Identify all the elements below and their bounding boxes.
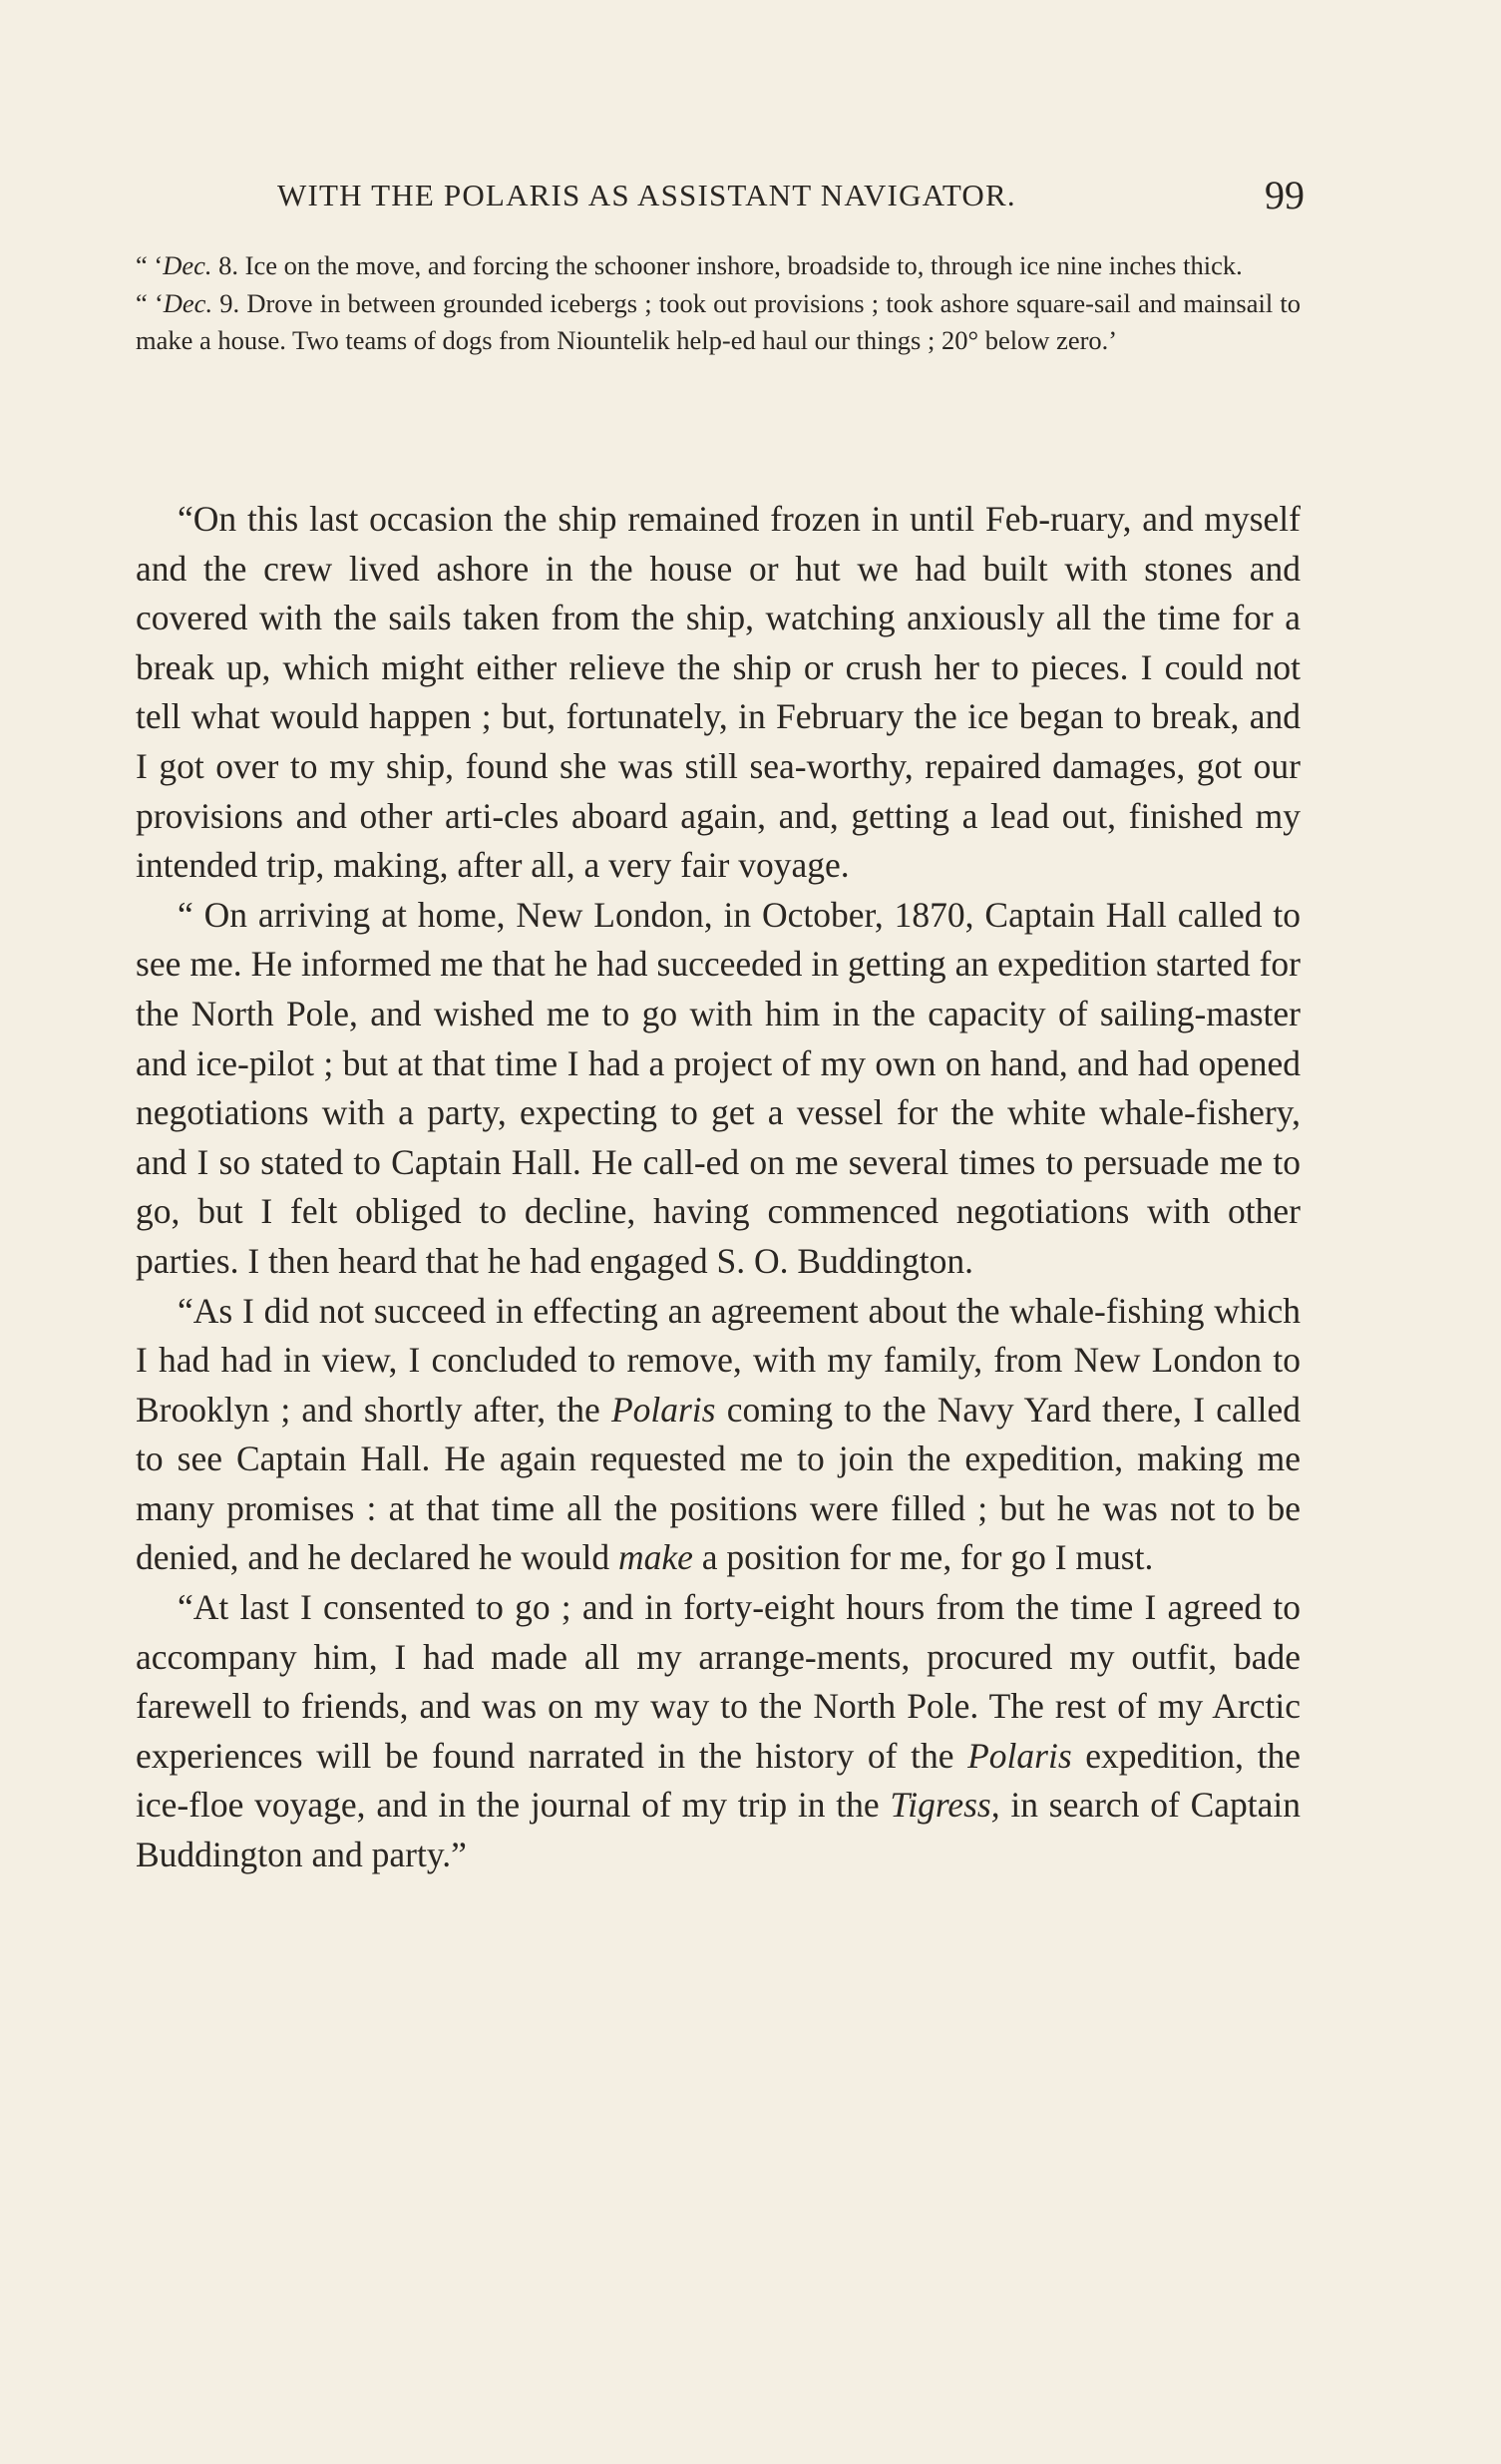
emphasis: make [617, 1537, 693, 1578]
quote-mark: “ ‘ [136, 287, 164, 318]
ship-name: Tigress, [890, 1785, 1000, 1826]
quote-mark: “ ‘ [136, 250, 164, 280]
journal-entry-dec-9 [136, 285, 1301, 360]
paragraph-consented: “At last I consented to go ; and in forty-eight hours from the time I agreed to accompany him, I had made all my arrange-ments, procured my outfit, bade farewell to friends, and was on my way to the North Pole. The rest of my Arctic experiences will be found narrated in the history of the Polaris expedition, the ice-floe voyage, and in the journal of my trip in the Tigress, in search of Captain Buddington and party.” [136, 1587, 1301, 1875]
main-text [136, 495, 1301, 1880]
running-head [277, 172, 1305, 231]
entry-text: 8. Ice on the move, and forcing the schooner inshore, broadside to, through ice nine inches thick. [211, 250, 1243, 280]
paragraph-did-not-succeed: “As I did not succeed in effecting an agreement about the whale-fishing which I had had in view, I concluded to remove, with my family, from New London to Brooklyn ; and shortly after, the Polaris coming to the Navy Yard there, I called to see Captain Hall. He again requested me to join the expedition, making me many promises : at that time all the positions were filled ; but he was not to be denied, and he declared he would make a position for me, for go I must. [136, 1290, 1301, 1578]
paragraph-arriving-home: “ On arriving at home, New London, in October, 1870, Captain Hall called to see me. He informed me that he had succeeded in getting an expedition started for the North Pole, and wished me to go with him in the capacity of sailing-master and ice-pilot ; but at that time I had a project of my own on hand, and had opened negotiations with a party, expecting to get a vessel for the white whale-fishery, and I so stated to Captain Hall. He call-ed on me several times to persuade me to go, but I felt obliged to decline, having commenced negotiations with other parties. I then heard that he had engaged S. O. Buddington. [136, 894, 1301, 1281]
journal-entry-dec-8 [136, 247, 1301, 285]
entry-date: Dec. [163, 250, 212, 280]
ship-name: Polaris [610, 1389, 716, 1430]
page-number: 99 [1265, 173, 1305, 217]
running-title: WITH THE POLARIS AS ASSISTANT NAVIGATOR. [277, 178, 1016, 212]
journal-excerpt [136, 247, 1301, 360]
paragraph-frozen-in: “On this last occasion the ship remained frozen in until Feb-ruary, and myself and the crew lived ashore in the house or hut we had built with stones and covered with the sails taken from the ship, watching anxiously all the time for a break up, which might either relieve the ship or crush her to pieces. I could not tell what would happen ; but, fortunately, in February the ice began to break, and I got over to my ship, found she was still sea-worthy, repaired damages, got our provisions and other arti-cles aboard again, and, getting a lead out, finished my intended trip, making, after all, a very fair voyage. [136, 499, 1301, 886]
entry-text: 9. Drove in between grounded icebergs ; took out provisions ; took ashore square-sail and mainsail to make a house. Two teams of dogs from Niountelik help-ed haul our things ; 20° below zero.’ [136, 287, 1301, 355]
ship-name: Polaris [967, 1735, 1072, 1776]
entry-date: Dec. [163, 287, 213, 318]
